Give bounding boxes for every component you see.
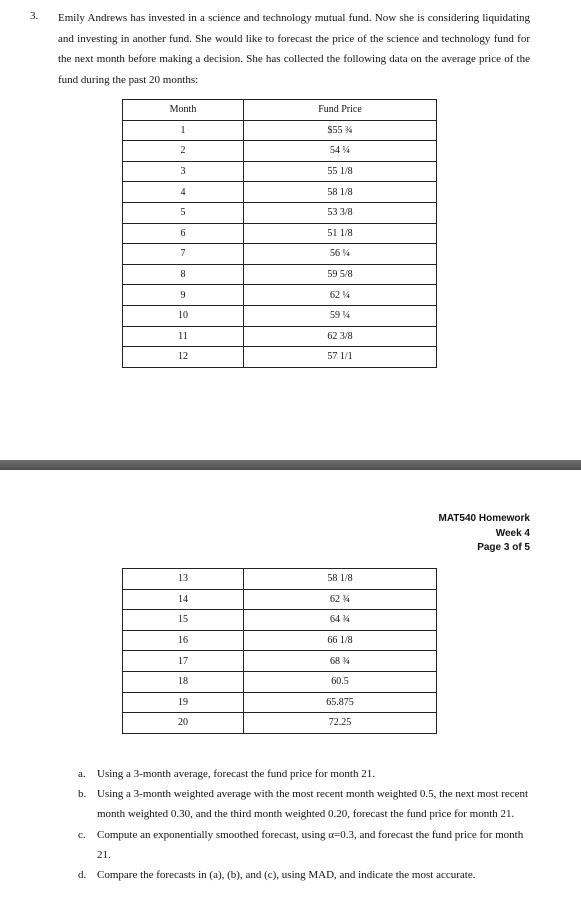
month-cell: 9: [123, 285, 244, 306]
price-cell: 53 3/8: [244, 202, 437, 223]
question-text: Using a 3-month weighted average with the most recent month weighted 0.5, the next most recent month weighted 0.30, and the third month weighted 0.20, forecast the fund price for month 21.: [97, 788, 529, 821]
price-cell: 62 3/8: [244, 326, 437, 347]
document-page-2: [0, 470, 581, 905]
table-row: [123, 141, 437, 162]
column-header-month: Month: [123, 100, 244, 121]
table-row: [123, 610, 437, 631]
month-cell: 19: [123, 692, 244, 713]
column-header-fund-price: Fund Price: [244, 100, 437, 121]
month-cell: 7: [123, 244, 244, 265]
price-cell: 62 ¼: [244, 285, 437, 306]
table-row: [123, 264, 437, 285]
table-row: [123, 223, 437, 244]
month-cell: 15: [123, 610, 244, 631]
list-item: [78, 825, 530, 865]
page-header: [438, 512, 530, 556]
fund-price-table-continued: [122, 568, 437, 734]
month-cell: 16: [123, 630, 244, 651]
table-row: [123, 161, 437, 182]
question-letter: a.: [78, 768, 86, 780]
table-row: [123, 182, 437, 203]
table-row: [123, 202, 437, 223]
price-cell: 62 ¾: [244, 589, 437, 610]
month-cell: 2: [123, 141, 244, 162]
table-row: [123, 671, 437, 692]
table-row: [123, 589, 437, 610]
table-row: [123, 326, 437, 347]
table-row: [123, 244, 437, 265]
price-cell: 51 1/8: [244, 223, 437, 244]
month-cell: 18: [123, 671, 244, 692]
table-row: [123, 651, 437, 672]
table-row: [123, 569, 437, 590]
question-letter: c.: [78, 828, 86, 841]
table-row: [123, 120, 437, 141]
month-cell: 1: [123, 120, 244, 141]
question-list: [78, 764, 530, 885]
price-cell: $55 ¾: [244, 120, 437, 141]
fund-price-table: [122, 99, 437, 368]
problem-number: 3.: [30, 10, 39, 22]
table-row: [123, 285, 437, 306]
price-cell: 56 ¼: [244, 244, 437, 265]
price-cell: 58 1/8: [244, 569, 437, 590]
month-cell: 5: [123, 202, 244, 223]
list-item: [78, 764, 530, 784]
price-cell: 65.875: [244, 692, 437, 713]
price-cell: 64 ¾: [244, 610, 437, 631]
month-cell: 13: [123, 569, 244, 590]
question-text: Compute an exponentially smoothed forecast, using α=0.3, and forecast the fund price for month 21.: [97, 828, 524, 861]
price-cell: 72.25: [244, 713, 437, 734]
price-cell: 59 5/8: [244, 264, 437, 285]
price-cell: 60.5: [244, 671, 437, 692]
month-cell: 8: [123, 264, 244, 285]
week-label: Week 4: [495, 527, 530, 539]
list-item: [78, 784, 530, 824]
table-row: [123, 713, 437, 734]
price-cell: 68 ¾: [244, 651, 437, 672]
price-cell: 55 1/8: [244, 161, 437, 182]
question-text: Using a 3-month average, forecast the fund price for month 21.: [97, 768, 375, 780]
problem-intro: Emily Andrews has invested in a science and technology mutual fund. Now she is considering liquidating and investing in another fund. She would like to forecast the price of the science and technology fund for the next month before making a decision. She has collected the following data on the average price of the fund during the past 20 months:: [58, 12, 530, 86]
table-header-row: [123, 100, 437, 121]
month-cell: 4: [123, 182, 244, 203]
month-cell: 10: [123, 305, 244, 326]
price-cell: 59 ¼: [244, 305, 437, 326]
price-cell: 58 1/8: [244, 182, 437, 203]
question-letter: b.: [78, 788, 87, 801]
table-row: [123, 692, 437, 713]
question-text: Compare the forecasts in (a), (b), and (c), using MAD, and indicate the most accurate.: [97, 869, 476, 882]
price-cell: 57 1/1: [244, 347, 437, 368]
month-cell: 11: [123, 326, 244, 347]
table-row: [123, 347, 437, 368]
page-break-separator: [0, 460, 581, 470]
table-row: [123, 305, 437, 326]
question-letter: d.: [78, 869, 87, 882]
month-cell: 12: [123, 347, 244, 368]
page-number: Page 3 of 5: [477, 542, 530, 553]
list-item: [78, 865, 530, 885]
month-cell: 20: [123, 713, 244, 734]
course-title: MAT540 Homework: [438, 513, 530, 524]
month-cell: 3: [123, 161, 244, 182]
table-row: [123, 630, 437, 651]
price-cell: 54 ¼: [244, 141, 437, 162]
month-cell: 17: [123, 651, 244, 672]
price-cell: 66 1/8: [244, 630, 437, 651]
month-cell: 6: [123, 223, 244, 244]
month-cell: 14: [123, 589, 244, 610]
